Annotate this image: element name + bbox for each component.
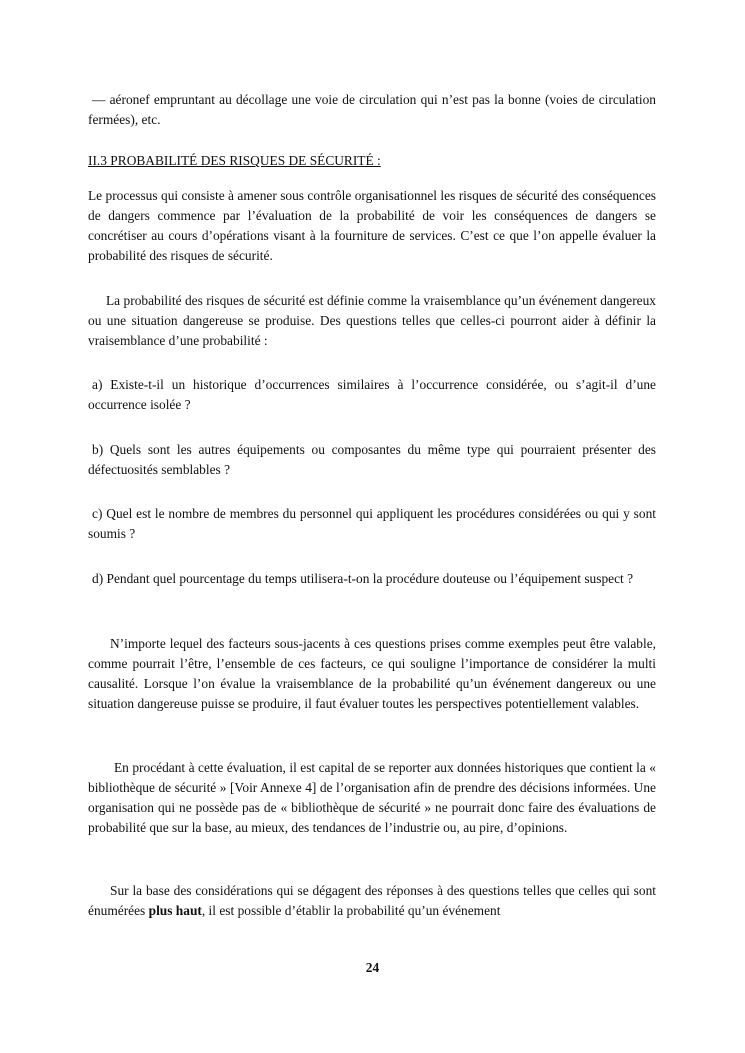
question-c: c) Quel est le nombre de membres du personnel qui appliquent les procédures considérées ou qui y sont soumis ? [88, 506, 656, 541]
paragraph-base [88, 881, 656, 921]
question-d: d) Pendant quel pourcentage du temps utilisera-t-on la procédure douteuse ou l’équipement suspect ? [92, 571, 634, 586]
question-a: a) Existe-t-il un historique d’occurrences similaires à l’occurrence considérée, ou s’agit-il d’une occurrence isolée ? [88, 377, 656, 412]
paragraph-evaluation: En procédant à cette évaluation, il est capital de se reporter aux données historiques que contient la « bibliothèque de sécurité » [Voir Annexe 4] de l’organisation afin de prendre des décisions informées. Une organisation qui ne possède pas de « bibliothèque de sécurité » ne pourrait donc faire des évaluations de probabilité que sur la base, au mieux, des tendances de l’industrie ou, au pire, d’opinions. [88, 760, 656, 835]
page-number: 24 [365, 960, 380, 975]
paragraph-base-bold: plus haut [148, 903, 202, 918]
paragraph-base-start: Sur la base des considérations qui se dégagent des réponses à des questions telles que celles qui sont énumérées [88, 883, 656, 918]
question-b: b) Quels sont les autres équipements ou composantes du même type qui pourraient présenter des défectuosités semblables ? [88, 442, 656, 477]
paragraph-processus: Le processus qui consiste à amener sous contrôle organisationnel les risques de sécurité des conséquences de dangers commence par l’évaluation de la probabilité de voir les conséquences de dangers se concrétiser au cours d’opérations visant à la fourniture de services. C’est ce que l’on appelle évaluer la probabilité des risques de sécurité. [88, 188, 656, 263]
paragraph-intro: — aéronef empruntant au décollage une voie de circulation qui n’est pas la bonne (voies de circulation fermées), etc. [88, 92, 656, 127]
section-heading: II.3 PROBABILITÉ DES RISQUES DE SÉCURITÉ : [88, 153, 381, 168]
paragraph-base-end: , il est possible d’établir la probabilité qu’un événement [201, 903, 501, 918]
paragraph-definition: La probabilité des risques de sécurité est définie comme la vraisemblance qu’un événement dangereux ou une situation dangereuse se produise. Des questions telles que celles-ci pourront aider à définir la vraisemblance d’une probabilité : [88, 293, 656, 348]
paragraph-facteurs: N’importe lequel des facteurs sous-jacents à ces questions prises comme exemples peut être valable, comme pourrait l’être, l’ensemble de ces facteurs, ce qui souligne l’importance de considérer la multi causalité. Lorsque l’on évalue la vraisemblance de la probabilité qu’un événement dangereux ou une situation dangereuse puisse se produire, il faut évaluer toutes les perspectives potentiellement valables. [88, 636, 656, 711]
